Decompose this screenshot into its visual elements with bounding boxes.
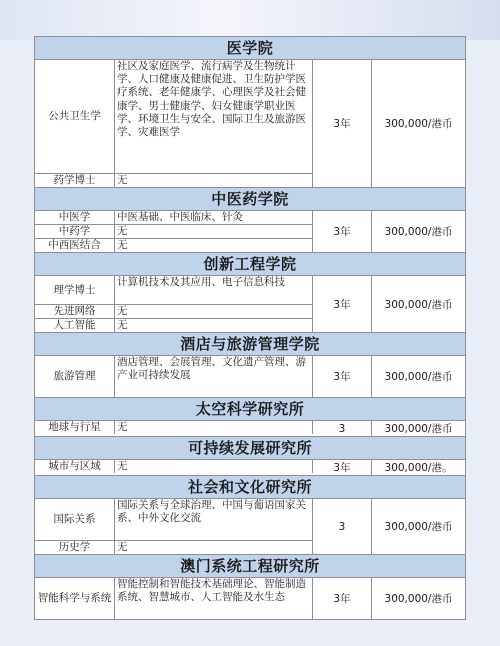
section-social-cultural (35, 476, 465, 555)
fee-cell: 300,000/港币 (384, 118, 453, 130)
section-title: 社会和文化研究所 (35, 476, 465, 499)
duration-cell: 3年 (313, 356, 372, 397)
program-direction: 无 (115, 174, 313, 187)
program-name: 药学博士 (35, 174, 115, 187)
fee-cell: 300,000/港。 (384, 462, 453, 474)
program-direction: 中医基础、中医临床、针灸 (115, 211, 313, 224)
section-chinese-medicine (35, 188, 465, 253)
program-row (35, 499, 313, 541)
fee-cell: 300,000/港币 (384, 298, 453, 311)
fee-cell: 300,000/港币 (384, 226, 453, 238)
program-direction: 无 (115, 239, 313, 252)
program-direction: 社区及家庭医学、流行病学及生物统计学、人口健康及健康促进、卫生防护学医疗系统、老年健康学、心理医学及社会健康学、男士健康学、妇女健康学职业医学、环境卫生与安全、国际卫生及旅游医学、灾难医学 (115, 60, 313, 173)
section-innovation-engineering (35, 253, 465, 333)
section-title: 澳门系统工程研究所 (35, 555, 465, 578)
section-title: 中医药学院 (35, 188, 465, 211)
duration-cell: 3年 (313, 276, 372, 332)
duration-cell: 3年 (313, 460, 372, 475)
program-row (35, 541, 313, 554)
program-direction: 国际关系与全球治理、中国与葡语国家关系、中外文化交流 (115, 499, 313, 540)
program-row (35, 305, 313, 319)
fee-cell: 300,000/港币 (384, 521, 453, 533)
program-direction: 无 (115, 541, 313, 554)
program-row (35, 356, 313, 397)
section-hospitality-tourism (35, 333, 465, 398)
program-row (35, 225, 313, 239)
program-direction: 无 (115, 319, 313, 332)
program-name: 中药学 (35, 225, 115, 238)
section-systems-engineering (35, 555, 465, 619)
fee-cell: 300,000/港币 (384, 593, 453, 605)
program-row (35, 319, 313, 332)
program-name: 智能科学与系统 (35, 578, 115, 619)
duration-cell: 3 (313, 421, 372, 436)
fee-cell: 300,000/港币 (384, 423, 453, 435)
program-name: 城市与区域 (35, 460, 115, 473)
program-table (34, 36, 466, 620)
program-name: 旅游管理 (35, 356, 115, 397)
program-direction: 无 (115, 460, 313, 473)
duration-cell: 3 (313, 499, 372, 554)
section-title: 创新工程学院 (35, 253, 465, 276)
program-name: 先进网络 (35, 305, 115, 318)
section-title: 太空科学研究所 (35, 398, 465, 421)
section-space-science (35, 398, 465, 437)
program-direction: 智能控制和智能技术基础理论、智能制造系统、智慧城市、人工智能及水生态 (115, 578, 313, 619)
program-row (35, 60, 313, 174)
program-row (35, 276, 313, 305)
program-name: 中西医结合 (35, 239, 115, 252)
program-row (35, 578, 313, 619)
section-title: 医学院 (35, 37, 465, 60)
program-name: 地球与行星 (35, 421, 115, 434)
program-direction: 无 (115, 225, 313, 238)
program-direction: 无 (115, 421, 313, 434)
duration-cell: 3年 (313, 578, 372, 619)
program-direction: 计算机技术及其应用、电子信息科技 (115, 276, 313, 304)
program-row (35, 211, 313, 225)
section-medicine (35, 37, 465, 188)
program-name: 中医学 (35, 211, 115, 224)
program-name: 人工智能 (35, 319, 115, 332)
program-name: 历史学 (35, 541, 115, 554)
program-row (35, 460, 313, 473)
fee-cell: 300,000/港币 (384, 371, 453, 383)
program-name: 理学博士 (35, 276, 115, 304)
program-row (35, 174, 313, 187)
section-sustainable-development (35, 437, 465, 476)
program-direction: 酒店管理、会展管理、文化遗产管理、游产业可持续发展 (115, 356, 313, 397)
program-direction: 无 (115, 305, 313, 318)
section-title: 可持续发展研究所 (35, 437, 465, 460)
program-row (35, 421, 313, 434)
background-band (0, 0, 500, 40)
program-name: 国际关系 (35, 499, 115, 540)
duration-cell: 3年 (313, 60, 372, 187)
duration-cell: 3年 (313, 211, 372, 252)
section-title: 酒店与旅游管理学院 (35, 333, 465, 356)
program-name: 公共卫生学 (35, 60, 115, 173)
program-row (35, 239, 313, 252)
